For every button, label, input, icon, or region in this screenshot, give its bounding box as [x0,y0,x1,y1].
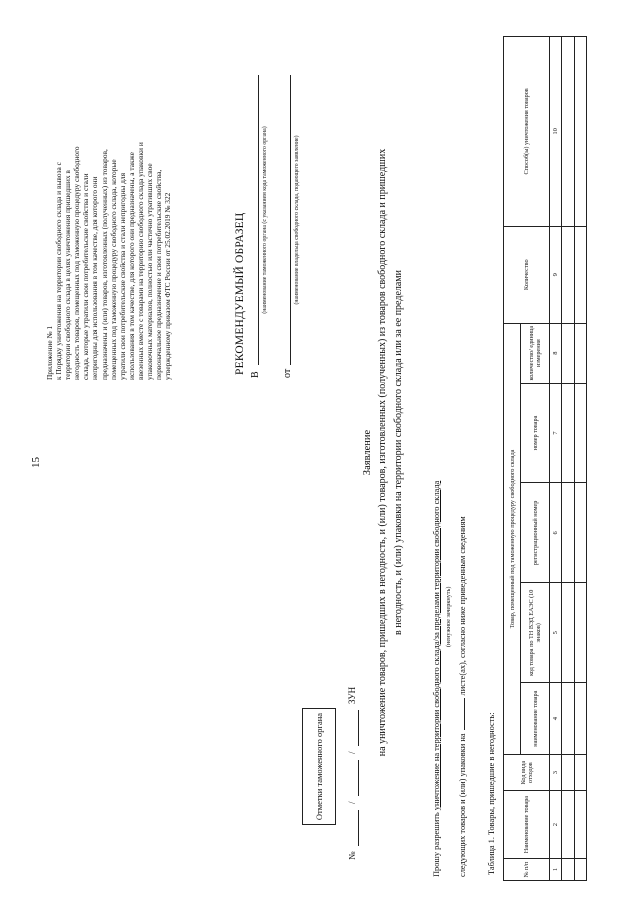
request-prefix: Прошу разрешить [432,812,441,877]
to-label: В [250,371,261,378]
col-header-goods-name: Наименование товара [504,791,550,859]
table-cell[interactable] [575,755,587,791]
table-cell[interactable] [575,323,587,383]
col-header-qty-unit: количество/ единица измерения [521,323,550,383]
col-header-sub-goods-name: наименование товара [521,683,550,755]
reg-number-prefix: № [347,851,357,860]
reg-number-sep: / [347,801,357,804]
table-cell[interactable] [575,226,587,323]
table-cell[interactable] [562,583,575,683]
column-number: 6 [550,483,562,583]
to-field-line[interactable] [258,75,259,365]
reg-number-blank[interactable] [358,810,359,846]
statement-title-line-1: на уничтожение товаров, пришедших в негодность, и (или) товаров, изготовленных (полученных) из товаров свободного склада и пришедших [377,148,388,757]
following-text-2: листе(ах), согласно ниже приведенным сведениям [458,516,467,696]
table-cell[interactable] [562,791,575,859]
request-options: уничтожение на территории свободного склада/за пределами территории свободного склада [432,480,441,811]
from-field-line[interactable] [290,75,291,365]
table-cell[interactable] [575,583,587,683]
col-header-reg-number: регистрационный номер [521,483,550,583]
column-number: 8 [550,323,562,383]
table-cell[interactable] [562,755,575,791]
statement-title-line-2: в негодность, и (или) упаковки на территории свободного склада или за ее пределами [393,270,404,635]
request-line [432,481,441,877]
group-header-goods-under-procedure: Товар, помещенный под таможенную процедуру свободного склада [504,323,521,754]
column-number: 9 [550,226,562,323]
table-cell[interactable] [562,483,575,583]
column-number: 1 [550,859,562,881]
col-header-hs-code: код товара по ТН ВЭД ЕАЭС (10 знаков) [521,583,550,683]
column-number: 4 [550,683,562,755]
appendix-line: территории свободного склада в целях уничтожения пришедших в [63,170,73,380]
appendix-line: к Порядку уничтожения на территории свободного склада и вывоза с [54,162,64,380]
reg-number-suffix: ЗУН [347,686,357,704]
appendix-line: использования в том качестве, для которого они предназначены, а также [126,152,136,380]
following-text-1: следующих товаров и (или) упаковки на [458,733,467,877]
table-cell[interactable] [575,483,587,583]
reg-number-blank[interactable] [358,710,359,746]
appendix-line: ввезенных вместе с товарами на территорию свободного склада упаковки и [135,142,145,380]
table-row[interactable] [575,37,587,881]
col-header-number: № п/п [504,859,550,881]
following-line [458,516,467,877]
appendix-line: первоначальное предназначение и свои потребительские свойства, [154,169,164,380]
request-note: (ненужное зачеркнуть) [445,586,452,647]
appendix-line: утвержденному приказом ФТС России от 25.02.2019 № 322 [163,192,173,380]
col-header-destruction-method: Способ(ы) уничтожения товаров [504,37,550,227]
from-field-caption: (наименование владельца свободного склада, подающего заявление) [294,135,300,305]
table-cell[interactable] [562,37,575,227]
column-number: 10 [550,37,562,227]
table-cell[interactable] [575,383,587,483]
table-caption: Таблица 1. Товары, пришедшие в негодность: [487,712,496,875]
table-cell[interactable] [562,226,575,323]
customs-marks-box [302,708,336,825]
registration-number[interactable] [345,660,363,860]
goods-table [503,36,587,881]
table-cell[interactable] [562,859,575,881]
appendix-line: негодность товаров, помещенных под таможенную процедуру свободного [72,146,82,380]
reg-number-sep: / [347,751,357,754]
table-cell[interactable] [575,859,587,881]
sheet-count-blank[interactable] [464,698,465,730]
table-cell[interactable] [575,37,587,227]
appendix-line: помещенных под таможенную процедуру свободного склада, которые [108,159,118,380]
appendix-line: упаковочных материалов, полностью или частично утративших свое [145,163,155,380]
appendix-line: непригодны для использования в том качестве, для которого они [90,176,100,380]
appendix-line: утратили свои потребительские свойства и стали непригодны для [117,173,127,380]
appendix-reference [45,80,172,380]
table-cell[interactable] [562,683,575,755]
col-header-quantity: Количество [504,226,550,323]
recommended-sample-heading: РЕКОМЕНДУЕМЫЙ ОБРАЗЕЦ [234,212,246,375]
page-number: 15 [30,457,42,468]
customs-marks-label: Отметки таможенного органа [314,712,324,821]
appendix-line: склада, которые утратили свои потребительские свойства и стали [81,173,91,380]
reg-number-blank[interactable] [358,760,359,796]
statement-word: Заявление [362,429,373,476]
table-cell[interactable] [575,791,587,859]
column-number: 5 [550,583,562,683]
appendix-line: предназначены и (или) товаров, изготовленных (полученных) из товаров, [99,149,109,380]
appendix-heading: Приложение № 1 [45,325,54,380]
to-field-caption: (наименование таможенного органа (с указанием кода таможенного органа) [262,126,268,314]
table-cell[interactable] [562,323,575,383]
column-number: 2 [550,791,562,859]
col-header-waste-code: Код вида отходов [504,755,550,791]
col-header-item-number: номер товара [521,383,550,483]
table-cell[interactable] [575,683,587,755]
column-number: 7 [550,383,562,483]
column-number: 3 [550,755,562,791]
table-row[interactable] [562,37,575,881]
table-cell[interactable] [562,383,575,483]
from-label: от [282,368,293,378]
